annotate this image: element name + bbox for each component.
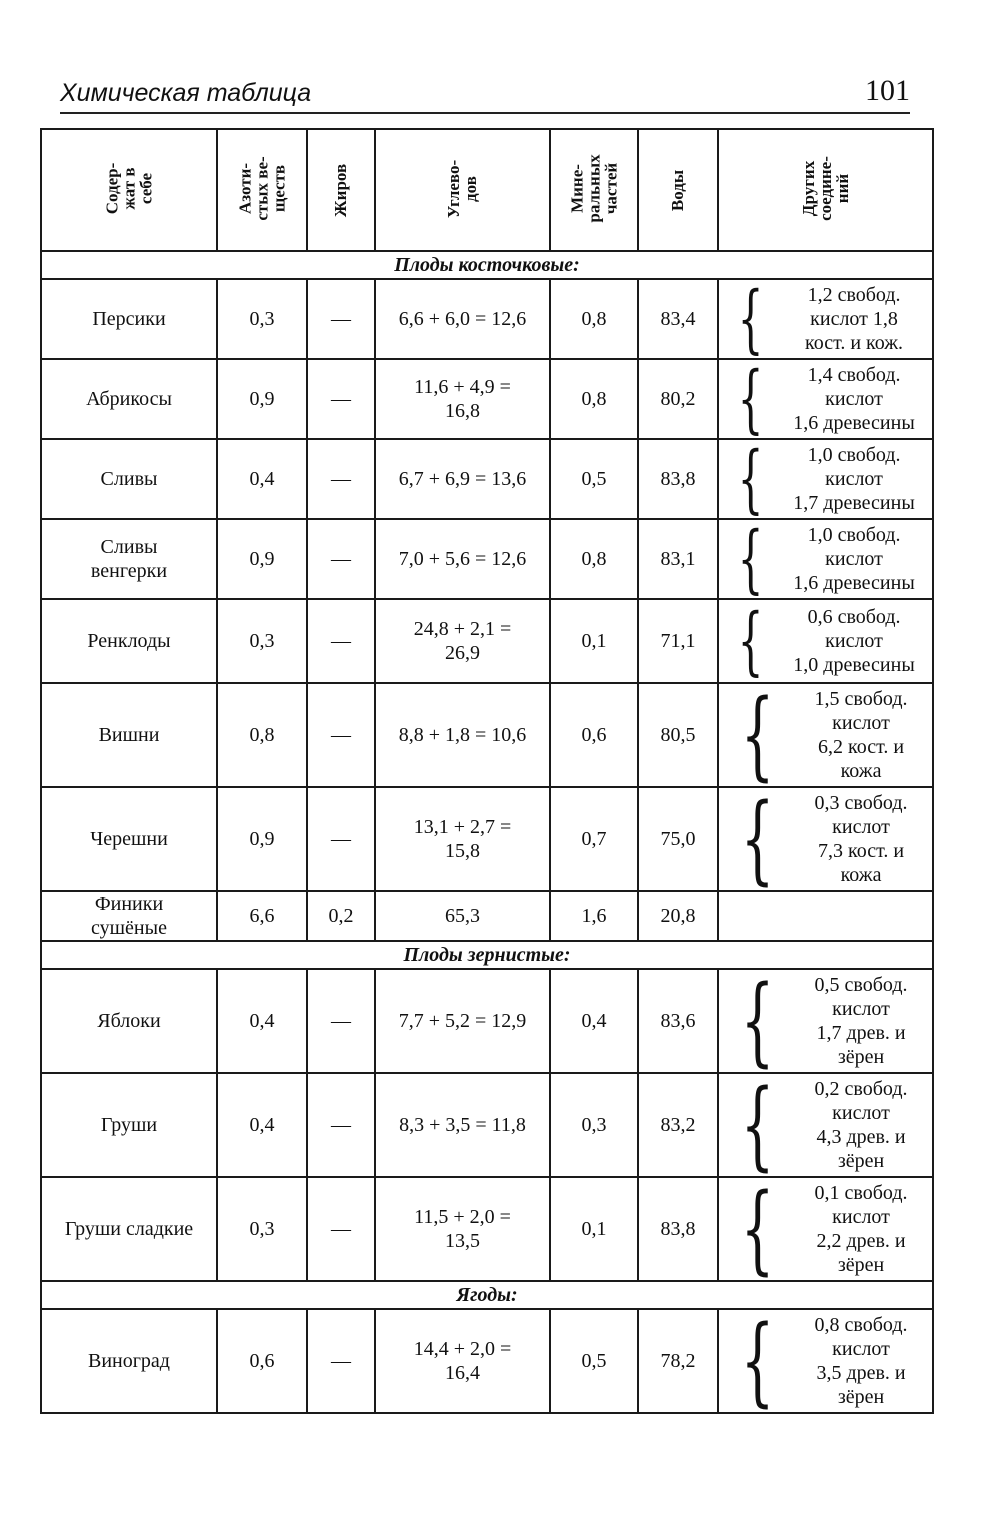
cell-water: 83,4: [638, 279, 718, 359]
cell-name: Яблоки: [41, 969, 217, 1073]
section-header-row: [41, 1281, 933, 1309]
cell-nitrogen: 0,4: [217, 969, 307, 1073]
other-line: 0,6 свобод.: [807, 606, 901, 628]
cell-minerals: 0,4: [550, 969, 638, 1073]
cell-fat: —: [307, 599, 375, 683]
other-line: 1,2 свобод.: [807, 284, 901, 306]
cell-carbs: 14,4 + 2,0 = 16,4: [375, 1309, 550, 1413]
page-header: [60, 72, 910, 114]
chemical-table: [40, 128, 934, 1417]
cell-minerals: 0,5: [550, 1309, 638, 1413]
col-header-other: Других соедине- ний: [718, 129, 933, 251]
col-header-minerals: Мине- ральных частей: [550, 129, 638, 251]
cell-name: Абрикосы: [41, 359, 217, 439]
cell-fat: —: [307, 787, 375, 891]
cell-carbs: 13,1 + 2,7 = 15,8: [375, 787, 550, 891]
cell-minerals: 0,1: [550, 599, 638, 683]
cell-nitrogen: 0,3: [217, 599, 307, 683]
table-row: [41, 683, 933, 787]
cell-carbs: 65,3: [375, 891, 550, 941]
cell-carbs: 8,3 + 3,5 = 11,8: [375, 1073, 550, 1177]
other-line: зёрен: [837, 1254, 885, 1276]
cell-other: [718, 679, 933, 791]
other-line: 0,2 свобод.: [814, 1078, 908, 1100]
cell-name: Вишни: [41, 683, 217, 787]
cell-nitrogen: 0,3: [217, 279, 307, 359]
cell-nitrogen: 0,6: [217, 1309, 307, 1413]
cell-other: [718, 965, 933, 1077]
curly-brace-icon: {: [737, 276, 764, 362]
cell-fat: —: [307, 683, 375, 787]
other-line: 0,8 свобод.: [814, 1314, 908, 1336]
table-row: [41, 891, 933, 941]
curly-brace-icon: {: [740, 1305, 775, 1417]
cell-carbs: 24,8 + 2,1 = 26,9: [375, 599, 550, 683]
cell-nitrogen: 0,9: [217, 519, 307, 599]
table-row: [41, 359, 933, 439]
curly-brace-icon: {: [740, 965, 775, 1077]
other-line: зёрен: [837, 1046, 885, 1068]
cell-other: [718, 599, 933, 683]
section-title: Ягоды:: [41, 1281, 933, 1309]
cell-name: Черешни: [41, 787, 217, 891]
cell-fat: —: [307, 359, 375, 439]
page-title: Химическая таблица: [60, 79, 312, 107]
cell-fat: —: [307, 969, 375, 1073]
cell-water: 83,6: [638, 969, 718, 1073]
other-line: 3,5 древ. и: [816, 1362, 906, 1384]
cell-name: Груши сладкие: [41, 1177, 217, 1281]
cell-carbs: 11,5 + 2,0 = 13,5: [375, 1177, 550, 1281]
table-row: [41, 1073, 933, 1177]
cell-minerals: 1,6: [550, 891, 638, 941]
cell-nitrogen: 0,8: [217, 683, 307, 787]
table-row: [41, 787, 933, 891]
cell-carbs: 7,7 + 5,2 = 12,9: [375, 969, 550, 1073]
other-line: 4,3 древ. и: [816, 1126, 906, 1148]
cell-name: Сливы: [41, 439, 217, 519]
cell-name: Персики: [41, 279, 217, 359]
other-line: 1,0 древесины: [793, 654, 915, 676]
other-line: 7,3 кост. и: [818, 840, 905, 862]
cell-carbs: 6,7 + 6,9 = 13,6: [375, 439, 550, 519]
other-line: 6,2 кост. и: [818, 736, 905, 758]
other-line: 1,0 свобод.: [807, 444, 901, 466]
other-line: 1,7 древесины: [793, 492, 915, 514]
other-line: кожа: [840, 760, 882, 782]
curly-brace-icon: {: [740, 1173, 775, 1285]
other-line: зёрен: [837, 1150, 885, 1172]
cell-minerals: 0,3: [550, 1073, 638, 1177]
other-line: 0,3 свобод.: [814, 792, 908, 814]
cell-carbs: 11,6 + 4,9 = 16,8: [375, 359, 550, 439]
cell-water: 71,1: [638, 599, 718, 683]
cell-name: Сливы венгерки: [41, 519, 217, 599]
cell-name: Виноград: [41, 1309, 217, 1413]
cell-water: 20,8: [638, 891, 718, 941]
cell-fat: —: [307, 1309, 375, 1413]
other-line: 1,6 древесины: [793, 412, 915, 434]
cell-minerals: 0,6: [550, 683, 638, 787]
cell-fat: —: [307, 1177, 375, 1281]
table-row: [41, 599, 933, 683]
col-header-water: Воды: [638, 129, 718, 251]
cell-fat: —: [307, 439, 375, 519]
table-row: [41, 279, 933, 359]
cell-minerals: 0,8: [550, 519, 638, 599]
other-line: 1,0 свобод.: [807, 524, 901, 546]
cell-name: Ренклоды: [41, 599, 217, 683]
other-line: 0,5 свобод.: [814, 974, 908, 996]
cell-minerals: 0,8: [550, 359, 638, 439]
curly-brace-icon: {: [740, 1069, 775, 1181]
cell-fat: 0,2: [307, 891, 375, 941]
cell-nitrogen: 0,3: [217, 1177, 307, 1281]
curly-brace-icon: {: [737, 598, 764, 684]
cell-water: 78,2: [638, 1309, 718, 1413]
curly-brace-icon: {: [737, 516, 764, 602]
cell-water: 80,2: [638, 359, 718, 439]
header-row: [41, 129, 933, 251]
other-line: кислот: [832, 1206, 890, 1228]
col-header-nitrogen: Азоти- стых ве- ществ: [217, 129, 307, 251]
cell-fat: —: [307, 1073, 375, 1177]
other-line: зёрен: [837, 1386, 885, 1408]
cell-other: [718, 1305, 933, 1417]
cell-nitrogen: 6,6: [217, 891, 307, 941]
other-line: кост. и кож.: [805, 332, 904, 354]
other-line: кислот 1,8: [810, 308, 898, 330]
table-row: [41, 1309, 933, 1413]
cell-other: [718, 1173, 933, 1285]
other-line: 1,5 свобод.: [814, 688, 908, 710]
curly-brace-icon: {: [740, 783, 775, 895]
cell-nitrogen: 0,9: [217, 787, 307, 891]
cell-minerals: 0,1: [550, 1177, 638, 1281]
cell-water: 83,1: [638, 519, 718, 599]
cell-name: Груши: [41, 1073, 217, 1177]
other-line: кислот: [832, 1102, 890, 1124]
cell-water: 83,8: [638, 1177, 718, 1281]
cell-other: [718, 356, 933, 442]
section-title: Плоды косточковые:: [41, 251, 933, 279]
col-header-fat: Жиров: [307, 129, 375, 251]
table-row: [41, 1177, 933, 1281]
other-line: кислот: [832, 998, 890, 1020]
col-header-carbs: Углево- дов: [375, 129, 550, 251]
other-line: кислот: [832, 712, 890, 734]
cell-carbs: 8,8 + 1,8 = 10,6: [375, 683, 550, 787]
other-line: кислот: [832, 816, 890, 838]
cell-water: 75,0: [638, 787, 718, 891]
other-line: 1,6 древесины: [793, 572, 915, 594]
col-header-contains: Содер- жат в себе: [41, 129, 217, 251]
curly-brace-icon: {: [737, 436, 764, 522]
cell-other: [718, 516, 933, 602]
section-title: Плоды зернистые:: [41, 941, 933, 969]
cell-other: [718, 1069, 933, 1181]
cell-other: [718, 436, 933, 522]
cell-nitrogen: 0,9: [217, 359, 307, 439]
cell-other: [718, 783, 933, 895]
other-line: кислот: [832, 1338, 890, 1360]
cell-carbs: 7,0 + 5,6 = 12,6: [375, 519, 550, 599]
cell-water: 83,2: [638, 1073, 718, 1177]
cell-nitrogen: 0,4: [217, 1073, 307, 1177]
table-row: [41, 969, 933, 1073]
cell-water: 80,5: [638, 683, 718, 787]
cell-other: [718, 276, 933, 362]
cell-carbs: 6,6 + 6,0 = 12,6: [375, 279, 550, 359]
other-line: кислот: [825, 388, 883, 410]
curly-brace-icon: {: [740, 679, 775, 791]
other-line: 2,2 древ. и: [816, 1230, 906, 1252]
cell-minerals: 0,8: [550, 279, 638, 359]
other-line: кислот: [825, 548, 883, 570]
cell-minerals: 0,5: [550, 439, 638, 519]
other-line: кожа: [840, 864, 882, 886]
table-row: [41, 439, 933, 519]
other-line: 1,7 древ. и: [816, 1022, 906, 1044]
other-line: кислот: [825, 468, 883, 490]
cell-fat: —: [307, 279, 375, 359]
other-line: кислот: [825, 630, 883, 652]
cell-other: [718, 891, 933, 941]
table-row: [41, 519, 933, 599]
other-line: 1,4 свобод.: [807, 364, 901, 386]
section-header-row: [41, 941, 933, 969]
section-header-row: [41, 251, 933, 279]
cell-nitrogen: 0,4: [217, 439, 307, 519]
curly-brace-icon: {: [737, 356, 764, 442]
cell-fat: —: [307, 519, 375, 599]
cell-minerals: 0,7: [550, 787, 638, 891]
other-line: 0,1 свобод.: [814, 1182, 908, 1204]
cell-water: 83,8: [638, 439, 718, 519]
page-number: 101: [865, 74, 910, 107]
cell-name: Финики сушёные: [41, 891, 217, 941]
